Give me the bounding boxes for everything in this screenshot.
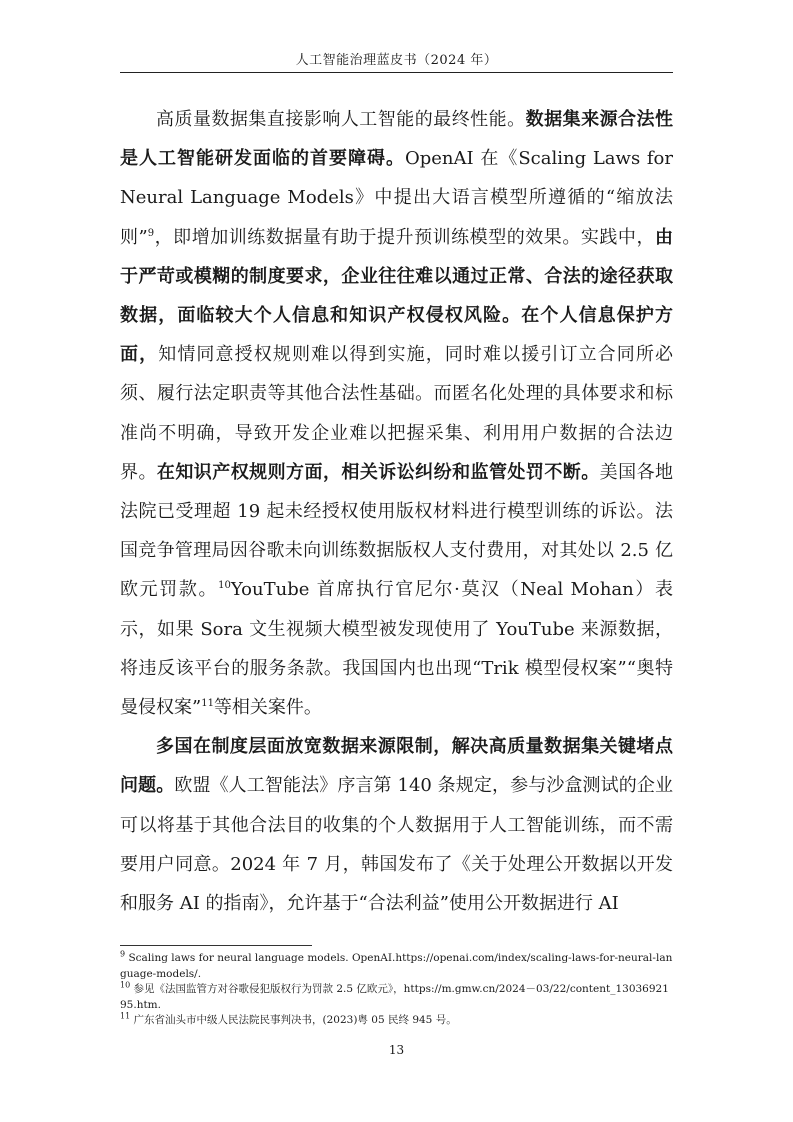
page-number: 13 <box>388 1043 405 1057</box>
paragraph-1-sentence-3: OpenAI 在《Scaling Laws for Neural Language Models》中提出大语言模型所遵循的“缩放法则” <box>120 148 673 248</box>
header-divider <box>120 72 673 73</box>
footnote-10 <box>120 982 673 1013</box>
paragraph-1-sentence-7: 知情同意授权规则难以得到实施，同时难以援引订立合同所必须、履行法定职责等其他合法性基础。而匿名化处理的具体要求和标准尚不明确，导致开发企业难以把握采集、利用用户数据的合法边界。 <box>120 344 674 483</box>
paragraph-1-sentence-9: 美国各地法院已受理超 19 起未经授权使用版权材料进行模型训练的诉讼。法国竞争管理局因谷歌未向训练数据版权人支付费用，对其处以 2.5 亿欧元罚款。 <box>120 461 674 601</box>
footnote-11 <box>120 1013 673 1029</box>
paragraph-1-bold-1: 数据集来源合法性是人工智能研发面临的首要障碍。 <box>120 109 674 170</box>
footnote-ref-10[interactable]: 10 <box>218 580 231 592</box>
paragraph-1-sentence-10: YouTube 首席执行官尼尔·莫汉（Neal Mohan）表示，如果 Sora 文生视频大模型被发现使用了 YouTube 来源数据，将违反该平台的服务条款。我国国内也出现“Trik 模型侵权案”“奥特曼侵权案” <box>120 579 673 719</box>
footnote-text: Scaling laws for neural language models. OpenAI.https://openai.com/index/scaling-laws-for-neural-language-models/. <box>120 952 673 980</box>
paragraph-1-sentence-11: 等相关案件。 <box>213 697 322 719</box>
paragraph-1-sentence-4: ，即增加训练数据量有助于提升预训练模型的效果。实践中， <box>154 226 655 248</box>
paragraph-2-bold-1: 多国在制度层面放宽数据来源限制，解决高质量数据集关键堵点问题。 <box>120 736 673 797</box>
paragraph-1-bold-3: 在个人信息保护方面， <box>120 305 673 366</box>
footnote-number: 10 <box>120 980 131 990</box>
footnote-text: 参见《法国监管方对谷歌侵犯版权行为罚款 2.5 亿欧元》，https://m.gmw.cn/2024－03/22/content_1303692195.htm. <box>120 983 669 1011</box>
footnote-text: 广东省汕头市中级人民法院民事判决书，(2023)粤 05 民终 945 号。 <box>133 1014 457 1026</box>
paragraph-2 <box>120 727 673 923</box>
footnote-ref-11[interactable]: 11 <box>201 698 214 710</box>
paragraph-2-sentence-2: 欧盟《人工智能法》序言第 140 条规定，参与沙盒测试的企业可以将基于其他合法目的收集的个人数据用于人工智能训练，而不需要用户同意。2024 年 7 月，韩国发布了《关于处理公开数据以开发和服务 AI 的指南》，允许基于“合法利益”使用公开数据进行 AI <box>120 775 673 915</box>
paragraph-1-bold-4: 在知识产权规则方面，相关诉讼纠纷和监管处罚不断。 <box>156 461 600 483</box>
footnote-number: 9 <box>120 949 126 959</box>
body-text <box>120 100 673 923</box>
footnotes <box>120 951 673 1029</box>
footnote-ref-9[interactable]: 9 <box>147 227 155 239</box>
paragraph-1-sentence-1: 高质量数据集直接影响人工智能的最终性能。 <box>156 109 526 130</box>
footnote-9 <box>120 951 673 982</box>
footnote-number: 11 <box>120 1011 131 1021</box>
paragraph-1 <box>120 100 673 727</box>
paragraph-1-bold-2: 由于严苛或模糊的制度要求，企业往往难以通过正常、合法的途径获取数据，面临较大个人信息和知识产权侵权风险。 <box>120 226 673 327</box>
footnote-divider <box>120 945 312 946</box>
running-header: 人工智能治理蓝皮书（2024 年） <box>295 53 498 68</box>
